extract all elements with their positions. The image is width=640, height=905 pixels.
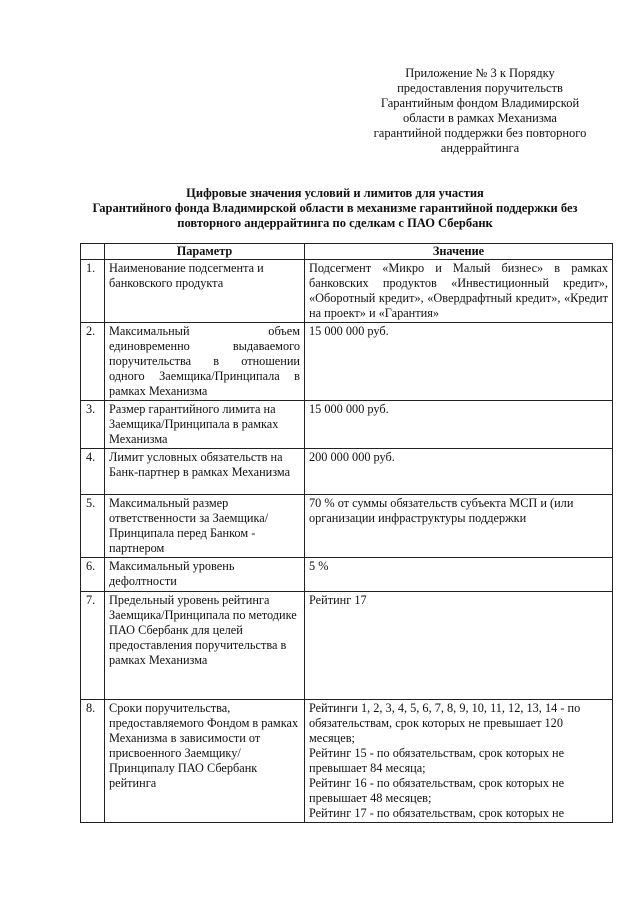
row-number: 2.: [81, 323, 105, 401]
table-header-row: [81, 244, 613, 260]
value-line: Рейтинг 16 - по обязательствам, срок которых не превышает 48 месяцев;: [309, 776, 565, 805]
header-value: Значение: [305, 244, 613, 260]
row-number: 4.: [81, 449, 105, 495]
row-value: 200 000 000 руб.: [305, 449, 613, 495]
title-line: Гарантийного фонда Владимирской области в механизме гарантийной поддержки без: [92, 201, 578, 215]
row-number: 5.: [81, 495, 105, 558]
row-parameter: Наименование подсегмента и банковского продукта: [105, 260, 305, 323]
row-value: 5 %: [305, 558, 613, 592]
row-parameter: Максимальный объем единовременно выдаваемого поручительства в отношении одного Заемщика/Принципала в рамках Механизма: [105, 323, 305, 401]
row-number: 3.: [81, 401, 105, 449]
value-line: Рейтинг 17 - по обязательствам, срок которых не: [309, 806, 565, 820]
table-row: [81, 700, 613, 823]
table-row: [81, 592, 613, 700]
table-row: [81, 260, 613, 323]
row-number: 1.: [81, 260, 105, 323]
table-row: [81, 401, 613, 449]
header-number: [81, 244, 105, 260]
header-parameter: Параметр: [105, 244, 305, 260]
appendix-line: Приложение № 3 к Порядку: [405, 66, 555, 80]
parameters-table: [80, 243, 613, 823]
value-line: Рейтинг 15 - по обязательствам, срок которых не превышает 84 месяца;: [309, 746, 565, 775]
table-row: [81, 495, 613, 558]
row-parameter: Предельный уровень рейтинга Заемщика/Принципала по методике ПАО Сбербанк для целей предоставления поручительства в рамках Механизма: [105, 592, 305, 700]
row-parameter: Максимальный размер ответственности за Заемщика/Принципала перед Банком - партнером: [105, 495, 305, 558]
appendix-line: области в рамках Механизма: [403, 111, 557, 125]
row-value: Рейтинг 17: [305, 592, 613, 700]
value-line: Рейтинги 1, 2, 3, 4, 5, 6, 7, 8, 9, 10, 11, 12, 13, 14 - по обязательствам, срок которых не превышает 120 месяцев;: [309, 701, 581, 745]
row-value: Подсегмент «Микро и Малый бизнес» в рамках банковских продуктов «Инвестиционный кредит», «Оборотный кредит», «Овердрафтный кредит», «Кредит на проект» и «Гарантия»: [305, 260, 613, 323]
row-parameter: Лимит условных обязательств на Банк-партнер в рамках Механизма: [105, 449, 305, 495]
table-row: [81, 323, 613, 401]
row-parameter: Сроки поручительства, предоставляемого Фондом в рамках Механизма в зависимости от присвоенного Заемщику/Принципалу ПАО Сбербанк рейтинга: [105, 700, 305, 823]
row-parameter: Максимальный уровень дефолтности: [105, 558, 305, 592]
row-value: 15 000 000 руб.: [305, 401, 613, 449]
row-number: 8.: [81, 700, 105, 823]
row-value: 15 000 000 руб.: [305, 323, 613, 401]
document-title: [70, 186, 600, 231]
row-value: [305, 700, 613, 823]
appendix-header: [360, 66, 600, 156]
title-line: повторного андеррайтинга по сделкам с ПАО Сбербанк: [177, 216, 493, 230]
table-row: [81, 558, 613, 592]
appendix-line: Гарантийным фондом Владимирской: [380, 96, 580, 110]
appendix-line: гарантийной поддержки без повторного: [373, 126, 587, 140]
row-number: 7.: [81, 592, 105, 700]
appendix-line: предоставления поручительств: [397, 81, 563, 95]
row-value: 70 % от суммы обязательств субъекта МСП и (или организации инфраструктуры поддержки: [305, 495, 613, 558]
appendix-line: андеррайтинга: [440, 141, 520, 155]
row-parameter: Размер гарантийного лимита на Заемщика/Принципала в рамках Механизма: [105, 401, 305, 449]
row-number: 6.: [81, 558, 105, 592]
table-row: [81, 449, 613, 495]
title-line: Цифровые значения условий и лимитов для участия: [186, 186, 484, 200]
